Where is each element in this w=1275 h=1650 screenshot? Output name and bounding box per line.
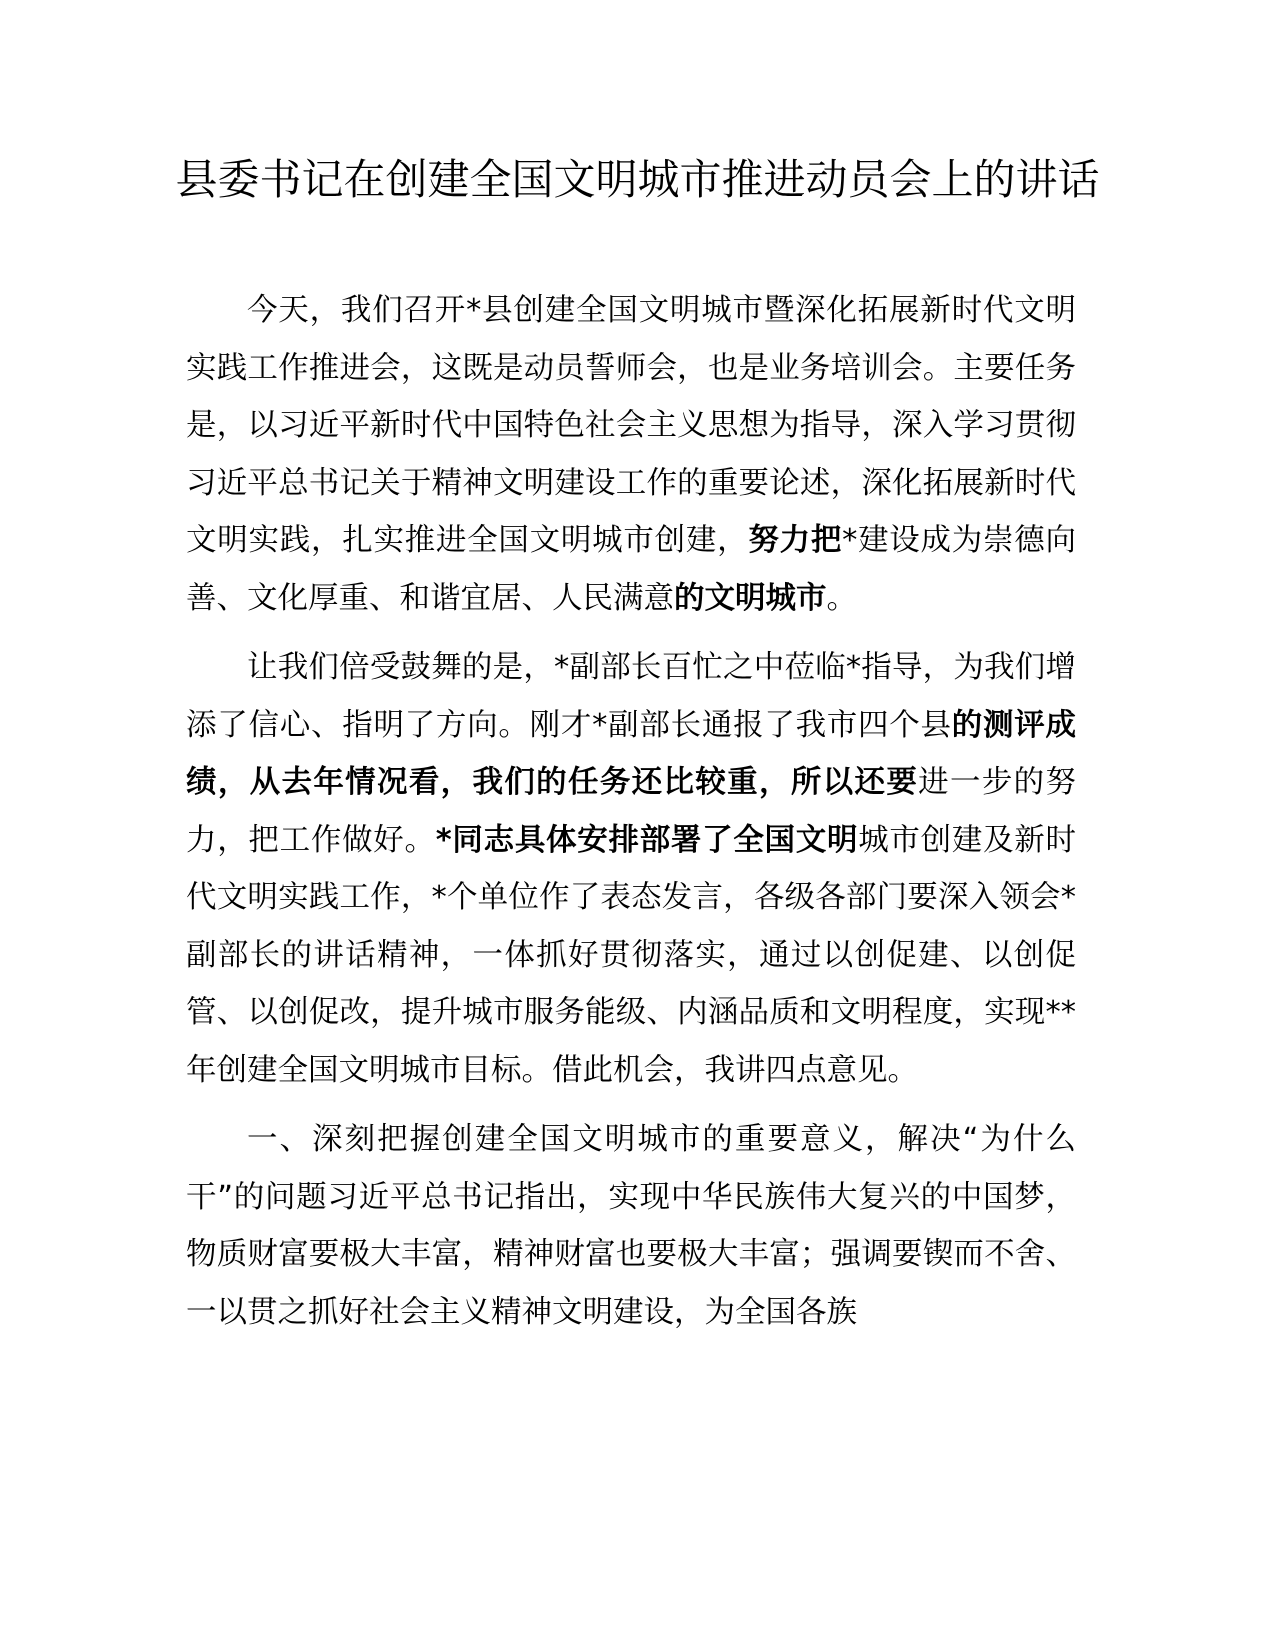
text-segment-bold: 努力把 <box>748 523 843 558</box>
paragraph-2 <box>186 639 1076 1099</box>
text-segment: 今天，我们召开*县创建全国文明城市暨深化拓展新时代文明实践工作推进会，这既是动员誓师会，也是业务培训会。主要任务是，以习近平新时代中国特色社会主义思想为指导，深入学习贯彻习近平总书记关于精神文明建设工作的重要论述，深化拓展新时代文明实践，扎实推进全国文明城市创建， <box>186 293 1076 558</box>
text-segment: 城市创建及新时代文明实践工作，*个单位作了表态发言，各级各部门要深入领会*副部长的讲话精神，一体抓好贯彻落实，通过以创促建、以创促管、以创促改，提升城市服务能级、内涵品质和文明程度，实现**年创建全国文明城市目标。借此机会，我讲四点意见。 <box>186 822 1077 1088</box>
text-segment-bold: 的测评成绩，从去年情况看，我们的任务还比较重，所以还要 <box>186 707 1077 800</box>
text-segment: 让我们倍受鼓舞的是，*副部长百忙之中莅临*指导，为我们增添了信心、指明了方向。刚才*副部长通报了我市四个县 <box>186 650 1076 743</box>
text-segment: *建设成为崇德向善、文化厚重、和谐宜居、人民满意 <box>186 523 1077 616</box>
text-segment: 进一步的努力，把工作做好。 <box>186 765 1077 858</box>
paragraph-1 <box>186 282 1076 627</box>
text-segment-bold: *同志具体安排部署了全国文明 <box>435 822 859 858</box>
text-segment: 。 <box>826 580 857 616</box>
document-title: 县委书记在创建全国文明城市推进动员会上的讲话 <box>175 155 1100 204</box>
text-segment-bold: 的文明城市 <box>674 580 827 616</box>
paragraph-3 <box>186 1111 1076 1341</box>
document-body <box>186 282 1076 1341</box>
text-segment: 一、深刻把握创建全国文明城市的重要意义，解决“为什么干”的问题习近平总书记指出，实现中华民族伟大复兴的中国梦，物质财富要极大丰富，精神财富也要极大丰富；强调要锲而不舍、一以贯之抓好社会主义精神文明建设，为全国各族 <box>186 1122 1076 1330</box>
